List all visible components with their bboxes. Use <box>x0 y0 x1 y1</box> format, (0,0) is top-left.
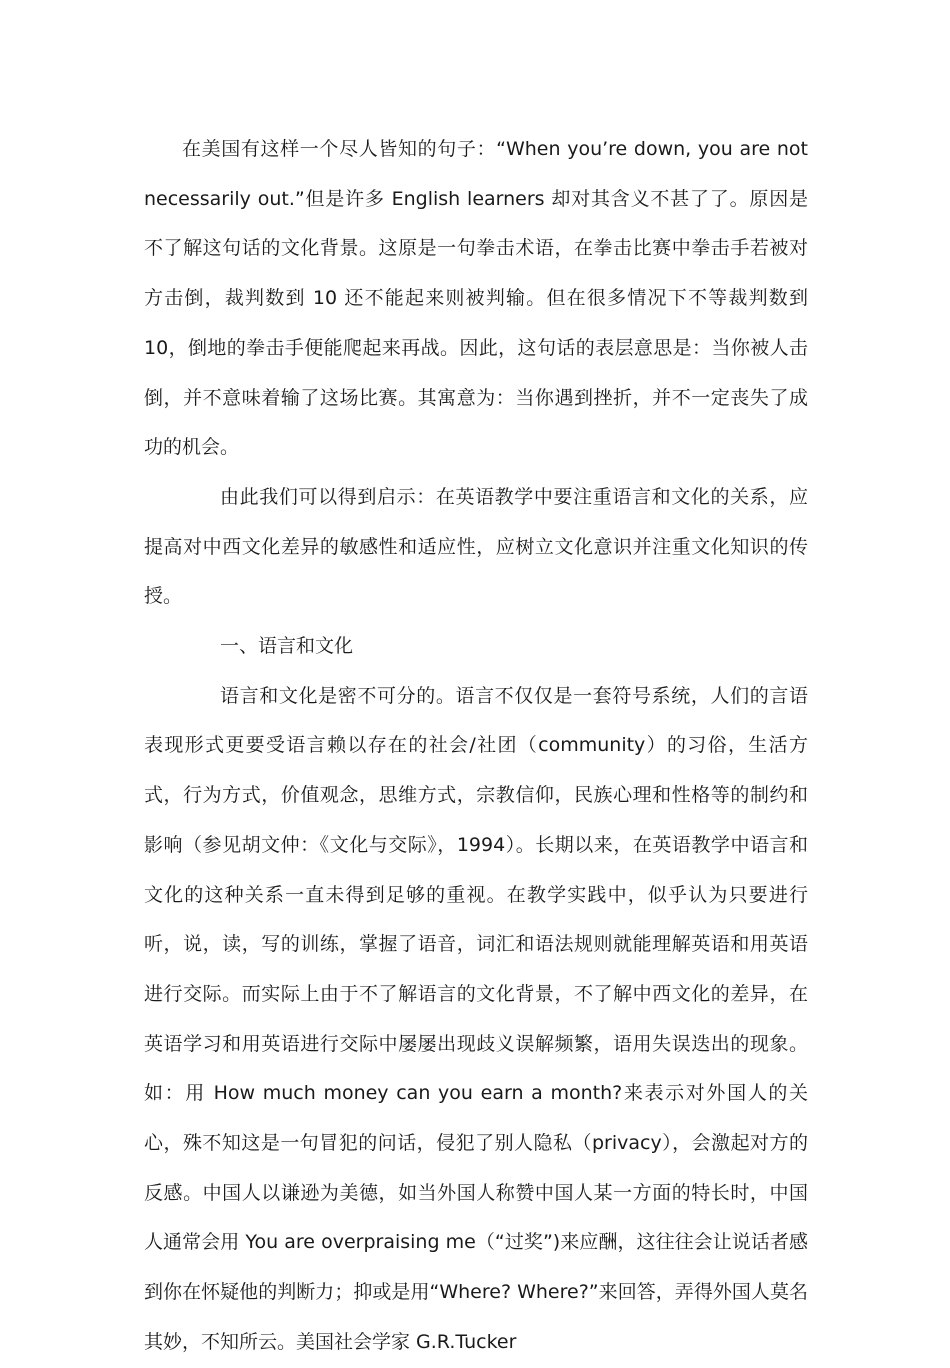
paragraph-language-culture: 语言和文化是密不可分的。语言不仅仅是一套符号系统，人们的言语表现形式更要受语言赖以存在的社会/社团（community）的习俗，生活方式，行为方式，价值观念，思维方式，宗教信仰，民族心理和性格等的制约和影响（参见胡文仲：《文化与交际》，1994）。长期以来，在英语教学中语言和文化的这种关系一直未得到足够的重视。在教学实践中，似乎认为只要进行听，说，读，写的训练，掌握了语音，词汇和语法规则就能理解英语和用英语进行交际。而实际上由于不了解语言的文化背景，不了解中西文化的差异，在英语学习和用英语进行交际中屡屡出现歧义误解频繁，语用失误迭出的现象。如：用 How much money can you earn a month?来表示对外国人的关心，殊不知这是一句冒犯的问话，侵犯了别人隐私（privacy），会激起对方的反感。中国人以谦逊为美德，如当外国人称赞中国人某一方面的特长时，中国人通常会用 You are overpraising me（“过奖”)来应酬，这往往会让说话者感到你在怀疑他的判断力；抑或是用“Where? Where?”来回答，弄得外国人莫名其妙，不知所云。美国社会学家 G.R.Tucker <box>144 684 808 1353</box>
document-body <box>144 125 808 1368</box>
paragraph-intro: 在美国有这样一个尽人皆知的句子：“When you’re down, you are not necessarily out.”但是许多 English learners 却对其含义不甚了了。原因是不了解这句话的文化背景。这原是一句拳击术语，在拳击比赛中拳击手若被对方击倒，裁判数到 10 还不能起来则被判输。但在很多情况下不等裁判数到 10，倒地的拳击手便能爬起来再战。因此，这句话的表层意思是：当你被人击倒，并不意味着输了这场比赛。其寓意为：当你遇到挫折，并不一定丧失了成功的机会。 <box>144 138 808 459</box>
section-heading: 一、语言和文化 <box>220 635 354 658</box>
paragraph-insight: 由此我们可以得到启示：在英语教学中要注重语言和文化的关系，应提高对中西文化差异的敏感性和适应性，应树立文化意识并注重文化知识的传授。 <box>144 485 808 608</box>
